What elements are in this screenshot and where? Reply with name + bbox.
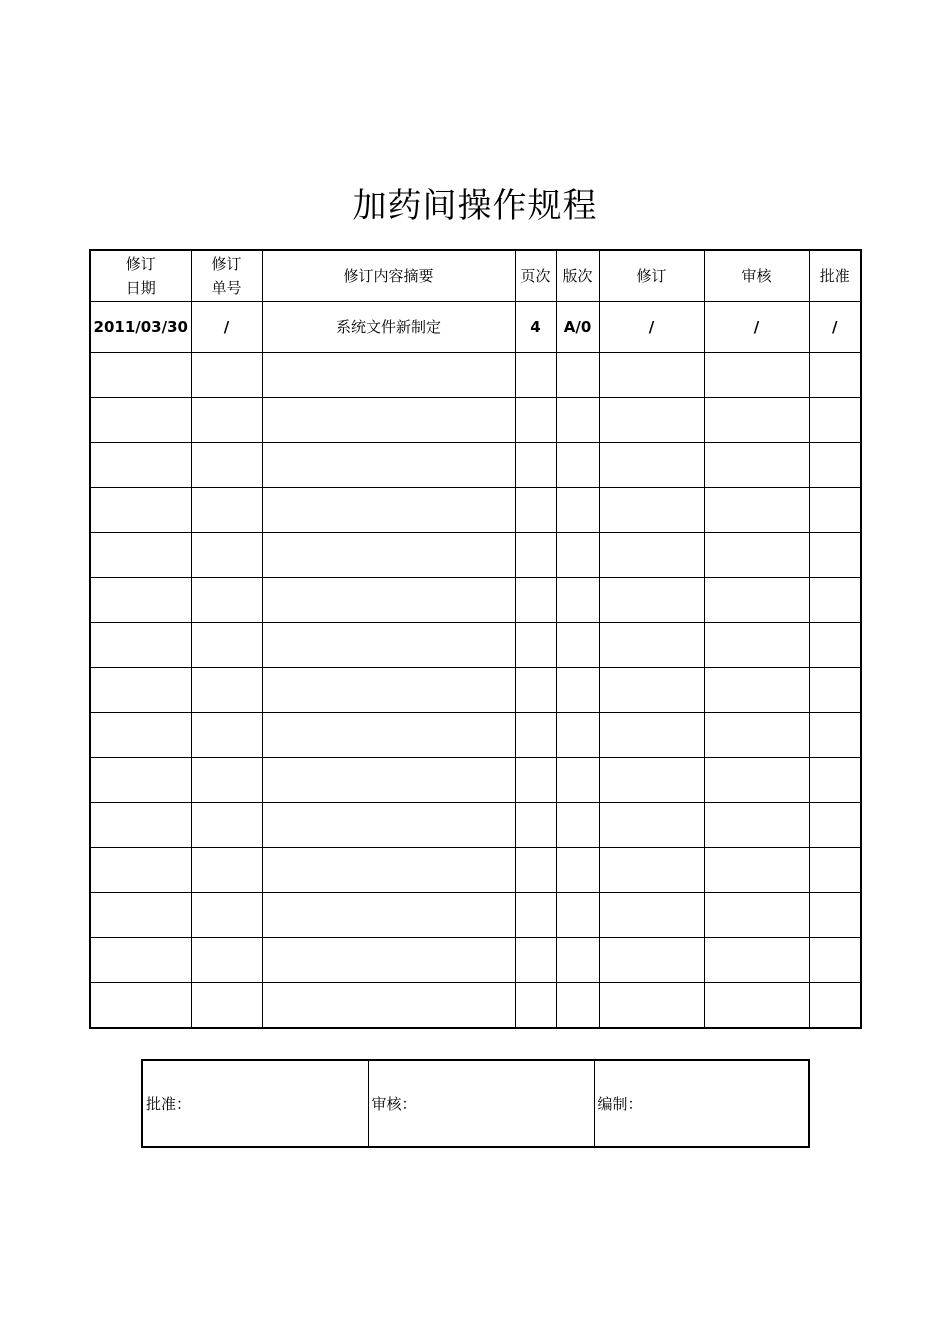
empty-cell[interactable] <box>191 578 262 623</box>
empty-cell[interactable] <box>556 488 599 533</box>
empty-cell[interactable] <box>599 668 704 713</box>
empty-cell[interactable] <box>90 983 191 1029</box>
empty-cell[interactable] <box>556 983 599 1029</box>
empty-cell[interactable] <box>556 938 599 983</box>
empty-cell[interactable] <box>704 713 809 758</box>
empty-cell[interactable] <box>599 623 704 668</box>
empty-cell[interactable] <box>515 623 556 668</box>
cell-approved-by: / <box>809 302 861 353</box>
empty-cell[interactable] <box>191 983 262 1029</box>
empty-cell[interactable] <box>90 398 191 443</box>
empty-cell[interactable] <box>809 443 861 488</box>
empty-cell[interactable] <box>704 938 809 983</box>
empty-cell[interactable] <box>556 803 599 848</box>
approve-field[interactable]: 批准： <box>142 1060 368 1147</box>
empty-cell[interactable] <box>599 758 704 803</box>
empty-cell[interactable] <box>515 848 556 893</box>
empty-cell[interactable] <box>90 533 191 578</box>
table-row <box>90 983 861 1029</box>
empty-cell[interactable] <box>556 353 599 398</box>
empty-cell[interactable] <box>704 758 809 803</box>
header-line: 修订 <box>211 255 242 273</box>
empty-cell[interactable] <box>90 623 191 668</box>
empty-cell[interactable] <box>809 848 861 893</box>
empty-cell[interactable] <box>556 623 599 668</box>
empty-cell[interactable] <box>809 533 861 578</box>
empty-cell[interactable] <box>262 668 515 713</box>
empty-cell[interactable] <box>262 713 515 758</box>
header-revised-by: 修订 <box>599 250 704 302</box>
empty-cell[interactable] <box>599 803 704 848</box>
document-title: 加药间操作规程 <box>352 186 598 226</box>
empty-cell[interactable] <box>704 803 809 848</box>
empty-cell[interactable] <box>704 488 809 533</box>
empty-cell[interactable] <box>262 443 515 488</box>
empty-cell[interactable] <box>90 353 191 398</box>
table-row <box>90 848 861 893</box>
empty-cell[interactable] <box>599 488 704 533</box>
empty-cell[interactable] <box>191 353 262 398</box>
empty-cell[interactable] <box>262 488 515 533</box>
header-reviewed-by: 审核 <box>704 250 809 302</box>
empty-cell[interactable] <box>90 443 191 488</box>
empty-cell[interactable] <box>599 398 704 443</box>
empty-cell[interactable] <box>262 533 515 578</box>
table-row <box>90 938 861 983</box>
empty-cell[interactable] <box>515 983 556 1029</box>
sign-off-row <box>142 1060 809 1147</box>
empty-cell[interactable] <box>262 398 515 443</box>
header-line: 修订 <box>125 255 156 273</box>
table-row <box>90 713 861 758</box>
empty-cell[interactable] <box>704 668 809 713</box>
header-revision-summary: 修订内容摘要 <box>262 250 515 302</box>
empty-cell[interactable] <box>704 353 809 398</box>
header-approved-by: 批准 <box>809 250 861 302</box>
empty-cell[interactable] <box>599 938 704 983</box>
empty-cell[interactable] <box>809 668 861 713</box>
empty-cell[interactable] <box>191 713 262 758</box>
empty-cell[interactable] <box>515 668 556 713</box>
prepare-field[interactable]: 编制： <box>594 1060 809 1147</box>
cell-date: 2011/03/30 <box>90 302 191 353</box>
empty-cell[interactable] <box>704 398 809 443</box>
empty-cell[interactable] <box>556 578 599 623</box>
empty-cell[interactable] <box>556 443 599 488</box>
empty-cell[interactable] <box>809 893 861 938</box>
table-header-row <box>90 250 861 302</box>
empty-cell[interactable] <box>556 398 599 443</box>
cell-revised-by: / <box>599 302 704 353</box>
cell-reviewed-by: / <box>704 302 809 353</box>
empty-cell[interactable] <box>515 488 556 533</box>
empty-cell[interactable] <box>556 713 599 758</box>
empty-cell[interactable] <box>704 623 809 668</box>
empty-cell[interactable] <box>704 848 809 893</box>
empty-cell[interactable] <box>515 938 556 983</box>
empty-cell[interactable] <box>262 758 515 803</box>
empty-cell[interactable] <box>262 938 515 983</box>
empty-cell[interactable] <box>90 488 191 533</box>
empty-cell[interactable] <box>599 848 704 893</box>
empty-cell[interactable] <box>515 398 556 443</box>
empty-cell[interactable] <box>191 533 262 578</box>
empty-cell[interactable] <box>599 533 704 578</box>
empty-cell[interactable] <box>599 713 704 758</box>
cell-revision-number: / <box>191 302 262 353</box>
table-row <box>90 623 861 668</box>
cell-version: A/0 <box>556 302 599 353</box>
empty-cell[interactable] <box>515 443 556 488</box>
empty-cell[interactable] <box>556 893 599 938</box>
empty-cell[interactable] <box>809 488 861 533</box>
empty-cell[interactable] <box>809 398 861 443</box>
empty-cell[interactable] <box>515 803 556 848</box>
empty-cell[interactable] <box>262 578 515 623</box>
empty-cell[interactable] <box>704 578 809 623</box>
empty-cell[interactable] <box>262 848 515 893</box>
empty-cell[interactable] <box>262 983 515 1029</box>
empty-cell[interactable] <box>191 848 262 893</box>
cell-page: 4 <box>515 302 556 353</box>
empty-cell[interactable] <box>556 668 599 713</box>
empty-cell[interactable] <box>262 803 515 848</box>
empty-cell[interactable] <box>704 533 809 578</box>
empty-cell[interactable] <box>599 353 704 398</box>
header-version: 版次 <box>556 250 599 302</box>
header-page: 页次 <box>515 250 556 302</box>
empty-cell[interactable] <box>90 848 191 893</box>
empty-cell[interactable] <box>556 533 599 578</box>
header-revision-number <box>191 250 262 302</box>
empty-cell[interactable] <box>809 983 861 1029</box>
empty-cell[interactable] <box>262 353 515 398</box>
empty-cell[interactable] <box>191 938 262 983</box>
empty-cell[interactable] <box>704 983 809 1029</box>
empty-cell[interactable] <box>809 713 861 758</box>
empty-cell[interactable] <box>515 578 556 623</box>
table-row <box>90 578 861 623</box>
table-row <box>90 803 861 848</box>
empty-cell[interactable] <box>90 758 191 803</box>
empty-cell[interactable] <box>191 488 262 533</box>
empty-cell[interactable] <box>809 803 861 848</box>
empty-cell[interactable] <box>809 353 861 398</box>
empty-cell[interactable] <box>515 893 556 938</box>
empty-cell[interactable] <box>191 668 262 713</box>
empty-cell[interactable] <box>90 578 191 623</box>
table-row <box>90 533 861 578</box>
empty-cell[interactable] <box>556 758 599 803</box>
cell-summary: 系统文件新制定 <box>262 302 515 353</box>
empty-cell[interactable] <box>191 398 262 443</box>
table-row <box>90 302 861 353</box>
table-row <box>90 668 861 713</box>
revision-history-table <box>89 249 862 1029</box>
header-line: 日期 <box>125 279 156 297</box>
review-field[interactable]: 审核： <box>368 1060 594 1147</box>
empty-cell[interactable] <box>515 353 556 398</box>
table-row <box>90 398 861 443</box>
empty-cell[interactable] <box>515 758 556 803</box>
empty-cell[interactable] <box>90 893 191 938</box>
empty-cell[interactable] <box>90 713 191 758</box>
table-row <box>90 443 861 488</box>
empty-cell[interactable] <box>809 758 861 803</box>
empty-cell[interactable] <box>90 668 191 713</box>
empty-cell[interactable] <box>704 893 809 938</box>
sign-off-table <box>141 1059 810 1148</box>
empty-cell[interactable] <box>191 443 262 488</box>
empty-cell[interactable] <box>515 533 556 578</box>
empty-cell[interactable] <box>556 848 599 893</box>
table-row <box>90 758 861 803</box>
empty-cell[interactable] <box>599 578 704 623</box>
empty-cell[interactable] <box>704 443 809 488</box>
empty-cell[interactable] <box>191 893 262 938</box>
empty-cell[interactable] <box>809 938 861 983</box>
header-revision-date <box>90 250 191 302</box>
empty-cell[interactable] <box>515 713 556 758</box>
empty-cell[interactable] <box>599 893 704 938</box>
empty-cell[interactable] <box>90 938 191 983</box>
table-row <box>90 893 861 938</box>
empty-cell[interactable] <box>191 623 262 668</box>
empty-cell[interactable] <box>809 623 861 668</box>
empty-cell[interactable] <box>262 893 515 938</box>
empty-cell[interactable] <box>191 803 262 848</box>
empty-cell[interactable] <box>262 623 515 668</box>
table-row <box>90 353 861 398</box>
empty-cell[interactable] <box>809 578 861 623</box>
header-line: 单号 <box>211 279 242 297</box>
table-row <box>90 488 861 533</box>
empty-cell[interactable] <box>599 983 704 1029</box>
empty-cell[interactable] <box>90 803 191 848</box>
empty-cell[interactable] <box>599 443 704 488</box>
empty-cell[interactable] <box>191 758 262 803</box>
